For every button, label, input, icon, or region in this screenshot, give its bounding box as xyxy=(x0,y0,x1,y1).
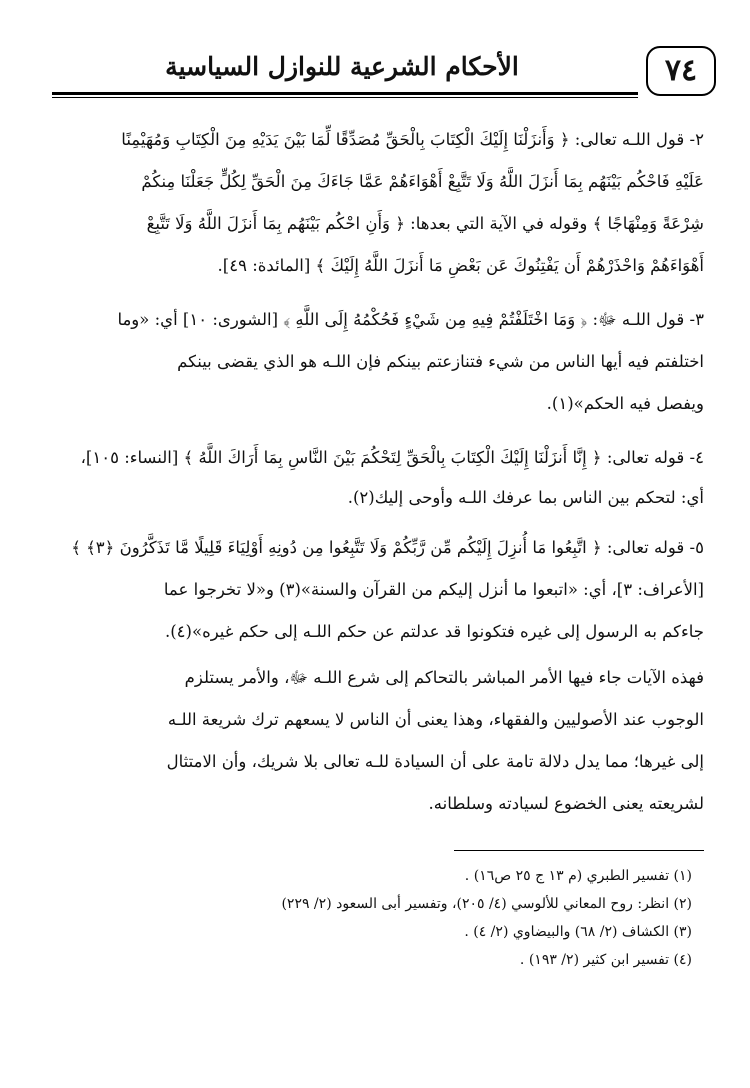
body-line: اختلفتم فيه أيها الناس من شيء فتنازعتم بينكم فإن اللـه هو الذي يقضى بينكم xyxy=(177,352,704,371)
body-line: ٥- قوله تعالى: ﴿ اتَّبِعُوا مَا أُنزِلَ إِلَيْكُم مِّن رَّبِّكُمْ وَلَا تَتَّبِعُوا مِن دُونِهِ أَوْلِيَاءَ قَلِيلًا مَّا تَذَكَّرُونَ ﴿٣﴾ ﴾ xyxy=(71,538,704,557)
body-line: إلى غيرها؛ مما يدل دلالة تامة على أن السيادة للـه تعالى بلا شريك، وأن الامتثال xyxy=(166,752,704,771)
body-line: ويفصل فيه الحكم»(١). xyxy=(546,394,704,413)
footnote-separator xyxy=(454,850,704,851)
page-header xyxy=(52,44,716,108)
body-line: أي: لتحكم بين الناس بما عرفك اللـه وأوحى إليك(٢). xyxy=(347,488,704,507)
footnote: (٣) الكشاف (٢/ ٦٨) والبيضاوي (٢/ ٤) . xyxy=(464,924,692,940)
body-line: [الأعراف: ٣]، أي: «اتبعوا ما أنزل إليكم من القرآن والسنة»(٣) و«لا تخرجوا عما xyxy=(163,580,704,599)
body-line: عَلَيْهِ فَاحْكُم بَيْنَهُم بِمَا أَنزَلَ اللَّهُ وَلَا تَتَّبِعْ أَهْوَاءَهُمْ عَمَّا جَاءَكَ مِنَ الْحَقِّ لِكُلٍّ جَعَلْنَا مِنكُمْ xyxy=(141,172,704,191)
body-line: ٤- قوله تعالى: ﴿ إِنَّا أَنزَلْنَا إِلَيْكَ الْكِتَابَ بِالْحَقِّ لِتَحْكُمَ بَيْنَ النَّاسِ بِمَا أَرَاكَ اللَّهُ ﴾ [النساء: ١٠٥]، xyxy=(80,448,704,467)
body-line: الوجوب عند الأصوليين والفقهاء، وهذا يعنى أن الناس لا يسعهم ترك شريعة اللـه xyxy=(167,710,704,729)
body-line: ٢- قول اللـه تعالى: ﴿ وَأَنزَلْنَا إِلَيْكَ الْكِتَابَ بِالْحَقِّ مُصَدِّقًا لِّمَا بَيْنَ يَدَيْهِ مِنَ الْكِتَابِ وَمُهَيْمِنًا xyxy=(121,130,704,149)
header-rule xyxy=(52,92,638,95)
footnote: (٢) انظر: روح المعاني للألوسي (٤/ ٢٠٥)، وتفسير أبى السعود (٢/ ٢٢٩) xyxy=(281,896,692,912)
body-line: أَهْوَاءَهُمْ وَاحْذَرْهُمْ أَن يَفْتِنُوكَ عَن بَعْضِ مَا أَنزَلَ اللَّهُ إِلَيْكَ ﴾ [المائدة: ٤٩]. xyxy=(217,256,704,275)
page-number: ٧٤ xyxy=(646,46,716,96)
body-line: فهذه الآيات جاء فيها الأمر المباشر بالتحاكم إلى شرع اللـه ﷻ، والأمر يستلزم xyxy=(184,668,704,687)
footnotes xyxy=(92,862,692,974)
footnote: (١) تفسير الطبري (م ١٣ ج ٢٥ ص١٦) . xyxy=(464,868,692,884)
body-line: لشريعته يعنى الخضوع لسيادته وسلطانه. xyxy=(428,794,704,813)
body-line: شِرْعَةً وَمِنْهَاجًا ﴾ وقوله في الآية التي بعدها: ﴿ وَأَنِ احْكُم بَيْنَهُم بِمَا أَنزَلَ اللَّهُ وَلَا تَتَّبِعْ xyxy=(146,214,704,233)
body-line: جاءكم به الرسول إلى غيره فتكونوا قد عدلتم عن حكم اللـه إلى حكم غيره»(٤). xyxy=(164,622,704,641)
running-title: الأحكام الشرعية للنوازل السياسية xyxy=(165,52,519,81)
body-line: ٣- قول اللـه ﷻ: ﴿ وَمَا اخْتَلَفْتُمْ فِيهِ مِن شَيْءٍ فَحُكْمُهُ إِلَى اللَّهِ ﴾ [الشورى: ١٠] أي: «وما xyxy=(117,310,704,329)
header-rule-thin xyxy=(52,97,638,98)
footnote: (٤) تفسير ابن كثير (٢/ ١٩٣) . xyxy=(519,952,692,968)
